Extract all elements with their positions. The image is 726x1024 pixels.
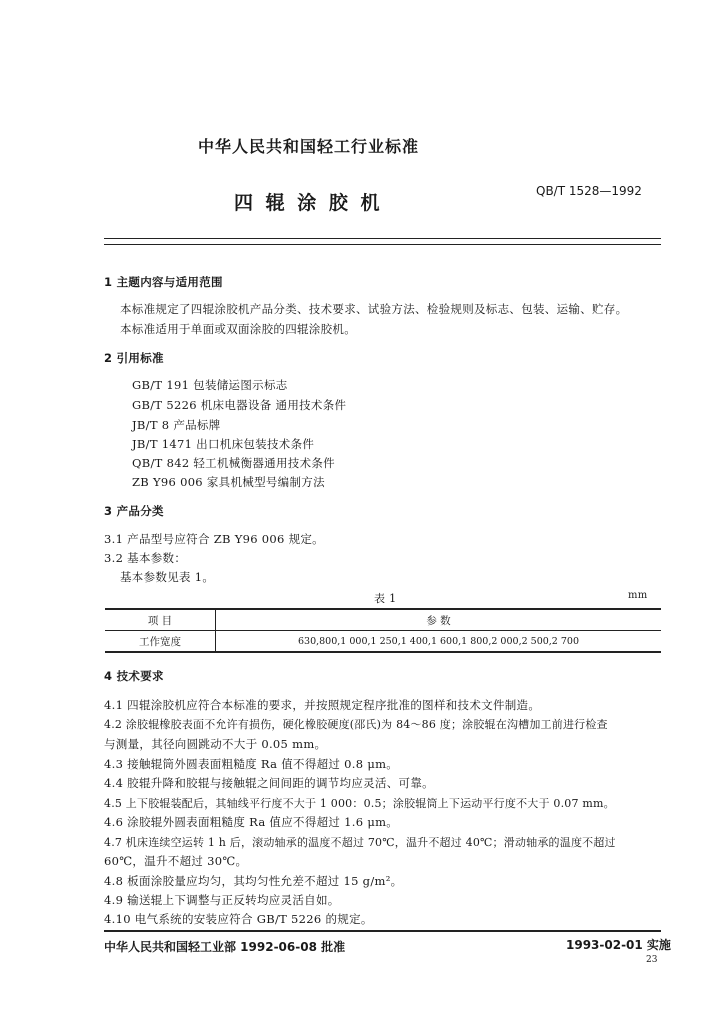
clause-4-7: 4.7 机床连续空运转 1 h 后，滚动轴承的温度不超过 70℃，温升不超过 40℃；滑动轴承的温度不超过 (104, 836, 616, 849)
clause-4-8: 4.8 板面涂胶量应均匀，其均匀性允差不超过 15 g/m²。 (104, 874, 403, 888)
clause-4-10: 4.10 电气系统的安装应符合 GB/T 5226 的规定。 (104, 912, 373, 926)
clause-4-5: 4.5 上下胶辊装配后，其轴线平行度不大于 1 000：0.5；涂胶辊筒上下运动平行度不大于 0.07 mm。 (104, 797, 615, 810)
footer-rule (104, 930, 661, 932)
approval-statement: 中华人民共和国轻工业部 1992-06-08 批准 (104, 940, 346, 954)
parameters-table (105, 608, 661, 653)
table-header-params: 参 数 (426, 614, 451, 627)
clause-4-6: 4.6 涂胶辊外圆表面粗糙度 Ra 值应不得超过 1.6 μm。 (104, 815, 399, 829)
section-4-heading: 4 技术要求 (104, 669, 164, 683)
table-row (105, 631, 661, 653)
reference-item: GB/T 191 包装储运图示标志 (132, 378, 288, 392)
implementation-date: 1993-02-01 实施 (566, 938, 671, 952)
clause-3-1: 3.1 产品型号应符合 ZB Y96 006 规定。 (104, 532, 324, 546)
page-number: 23 (646, 955, 658, 965)
table-row-label: 工作宽度 (105, 631, 216, 653)
table-row-value: 630,800,1 000,1 250,1 400,1 600,1 800,2 000,2 500,2 700 (297, 635, 579, 647)
reference-item: ZB Y96 006 家具机械型号编制方法 (132, 475, 325, 489)
table-header-row (105, 609, 661, 631)
section-2-heading: 2 引用标准 (104, 351, 164, 365)
reference-item: GB/T 5226 机床电器设备 通用技术条件 (132, 398, 347, 412)
section-3-heading: 3 产品分类 (104, 504, 164, 518)
section-1-paragraph-1: 本标准规定了四辊涂胶机产品分类、技术要求、试验方法、检验规则及标志、包装、运输、贮存。 (120, 302, 628, 316)
header-rule-bottom (104, 244, 661, 245)
clause-3-2-body: 基本参数见表 1。 (120, 570, 215, 584)
doc-title: 四 辊 涂 胶 机 (234, 192, 383, 214)
table-header-item: 项 目 (105, 609, 216, 631)
section-1-paragraph-2: 本标准适用于单面或双面涂胶的四辊涂胶机。 (120, 322, 356, 336)
reference-item: QB/T 842 轻工机械衡器通用技术条件 (132, 456, 335, 470)
header-rule-top (104, 238, 661, 239)
standard-number: QB/T 1528—1992 (536, 184, 642, 198)
reference-item: JB/T 1471 出口机床包装技术条件 (132, 437, 315, 451)
table-caption: 表 1 (374, 592, 397, 605)
clause-4-4: 4.4 胶辊升降和胶辊与接触辊之间间距的调节均应灵活、可靠。 (104, 776, 434, 790)
clause-4-1: 4.1 四辊涂胶机应符合本标准的要求，并按照规定程序批准的图样和技术文件制造。 (104, 698, 541, 712)
org-title: 中华人民共和国轻工行业标准 (198, 137, 420, 156)
table-unit: mm (628, 590, 648, 601)
clause-3-2: 3.2 基本参数： (104, 551, 187, 565)
clause-4-9: 4.9 输送辊上下调整与正反转均应灵活自如。 (104, 893, 340, 907)
clause-4-2-continued: 与测量，其径向圆跳动不大于 0.05 mm。 (104, 737, 327, 751)
clause-4-3: 4.3 接触辊筒外圆表面粗糙度 Ra 值不得超过 0.8 μm。 (104, 757, 399, 771)
reference-item: JB/T 8 产品标牌 (132, 418, 221, 432)
clause-4-2: 4.2 涂胶辊橡胶表面不允许有损伤，硬化橡胶硬度(邵氏)为 84～86 度；涂胶辊在沟槽加工前进行检查 (104, 718, 608, 731)
clause-4-7-continued: 60℃，温升不超过 30℃。 (104, 854, 248, 868)
section-1-heading: 1 主题内容与适用范围 (104, 275, 223, 289)
